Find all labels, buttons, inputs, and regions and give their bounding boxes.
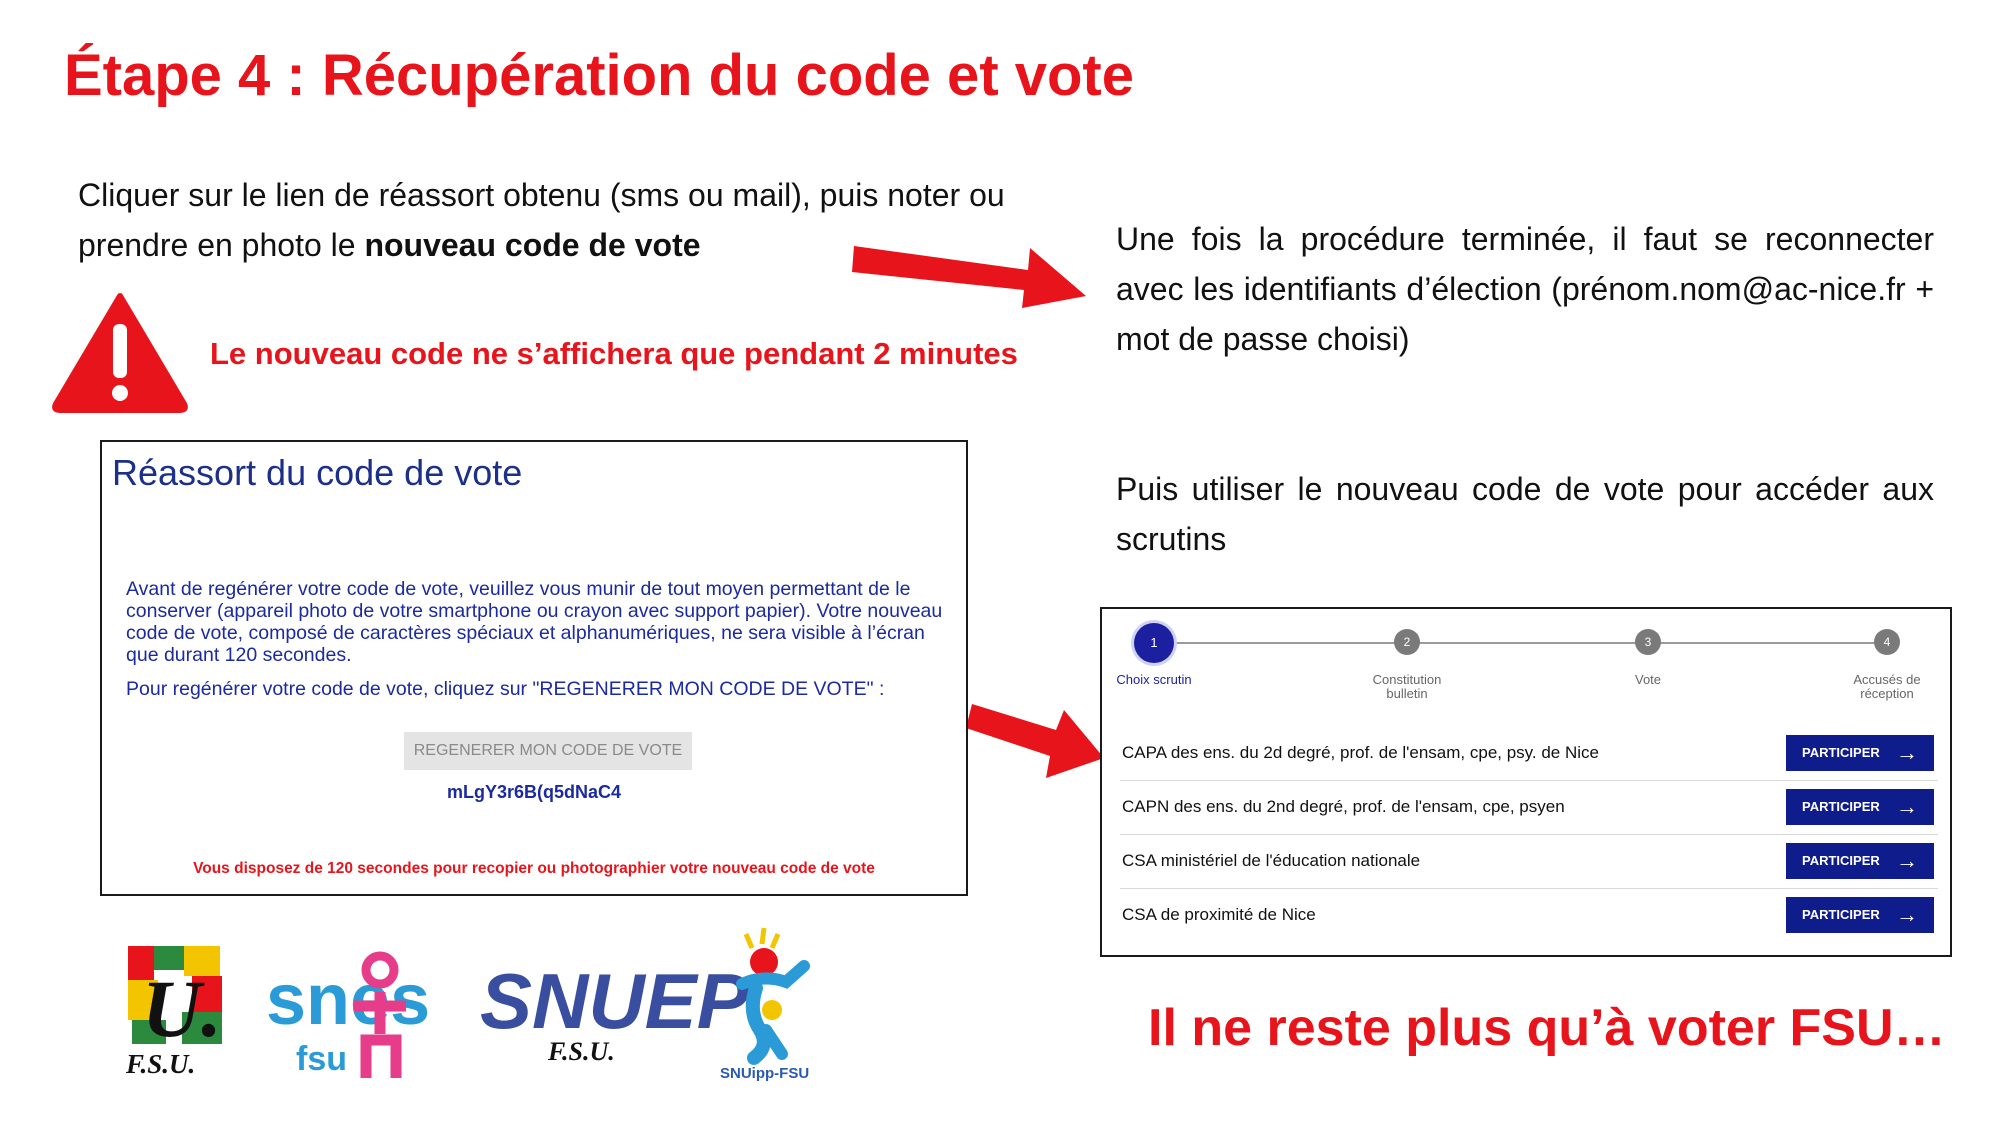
ballot-row — [1120, 888, 1938, 942]
snes-logo-sub: fsu — [296, 1040, 347, 1078]
ballot-name: CAPA des ens. du 2d degré, prof. de l'ensam, cpe, psy. de Nice — [1122, 743, 1599, 762]
participate-button[interactable] — [1786, 789, 1934, 825]
red-arrow-icon — [966, 700, 1106, 782]
arrow-right-icon: → — [1896, 848, 1918, 873]
participate-label: PARTICIPER — [1802, 907, 1880, 922]
page-title: Étape 4 : Récupération du code et vote — [64, 43, 1134, 108]
reassort-timer-note: Vous disposez de 120 secondes pour recopier ou photographier votre nouveau code de vote — [193, 860, 875, 877]
warning-text: Le nouveau code ne s’affichera que pendant 2 minutes — [210, 336, 1018, 371]
snes-logo-text: snes — [266, 960, 431, 1040]
ballot-row — [1120, 834, 1938, 889]
participate-button[interactable] — [1786, 735, 1934, 771]
step-3-indicator: 3 — [1635, 629, 1661, 655]
step-2-indicator: 2 — [1394, 629, 1420, 655]
new-vote-code: mLgY3r6B(q5dNaC4 — [446, 782, 622, 802]
ballot-name: CSA ministériel de l'éducation nationale — [1122, 851, 1421, 870]
new-code-instructions: Puis utiliser le nouveau code de vote pour accéder aux scrutins — [1116, 471, 1934, 557]
participate-label: PARTICIPER — [1802, 745, 1880, 760]
arrow-right-icon: → — [1896, 902, 1918, 927]
snuep-logo-text: SNUEP — [480, 957, 749, 1045]
warning-triangle-icon — [50, 290, 190, 415]
participate-button[interactable] — [1786, 897, 1934, 933]
step-1-label: Choix scrutin — [1116, 672, 1192, 687]
stepper-line — [1162, 642, 1417, 644]
ballot-row — [1120, 726, 1938, 781]
reassort-paragraph: Pour regénérer votre code de vote, cliquez sur "REGENERER MON CODE DE VOTE" : — [126, 678, 885, 700]
stepper-line — [1392, 642, 1657, 644]
reassort-panel — [100, 440, 968, 896]
red-arrow-icon — [850, 232, 1090, 312]
step-4-label: Accusés de réception — [1853, 672, 1921, 701]
arrow-right-icon: → — [1896, 794, 1918, 819]
snuipp-logo-caption: SNUipp-FSU — [720, 1065, 810, 1082]
participate-button[interactable] — [1786, 843, 1934, 879]
stepper-line — [1647, 642, 1892, 644]
reassort-instructions — [126, 578, 956, 700]
step-4-indicator: 4 — [1874, 629, 1900, 655]
snuep-fsu-logo — [478, 948, 749, 1068]
fsu-logo-caption: F.S.U. — [126, 1049, 196, 1079]
participate-label: PARTICIPER — [1802, 799, 1880, 814]
fsu-logo — [122, 944, 232, 1079]
reassort-title: Réassort du code de vote — [112, 452, 523, 493]
step-3-label: Vote — [1634, 672, 1662, 687]
snuep-logo-caption: F.S.U. — [548, 1037, 615, 1066]
reassort-paragraph: Avant de regénérer votre code de vote, veuillez vous munir de tout moyen permettant de le conserver (appareil photo de votre smartphone ou crayon avec support papier). Votre nouveau code de vote, composé de caractères spéciaux et alphanumériques, ne sera visible à l’écran que durant 120 secondes. — [126, 578, 943, 666]
ballot-row — [1120, 780, 1938, 835]
arrow-right-icon: → — [1896, 740, 1918, 765]
ballot-name: CAPN des ens. du 2nd degré, prof. de l'ensam, cpe, psyen — [1122, 797, 1565, 816]
closing-slogan: Il ne reste plus qu’à voter FSU… — [1148, 999, 1946, 1057]
intro-text-bold: nouveau code de vote — [364, 227, 701, 263]
ballot-name: CSA de proximité de Nice — [1122, 905, 1316, 924]
vote-panel — [1100, 607, 1952, 957]
intro-text-plain: Cliquer sur le lien de réassort obtenu (sms ou mail), puis noter ou prendre en photo le — [78, 177, 1005, 263]
reconnect-instructions: Une fois la procédure terminée, il faut se reconnecter avec les identifiants d’élection (prénom.nom@ac-nice.fr + mot de passe choisi) — [1116, 221, 1934, 357]
regenerate-code-button[interactable]: REGENERER MON CODE DE VOTE — [404, 732, 692, 770]
fsu-logo-letters: U. — [142, 963, 222, 1054]
step-1-indicator[interactable]: 1 — [1134, 623, 1174, 663]
step-2-label: Constitution bulletin — [1372, 672, 1442, 701]
participate-label: PARTICIPER — [1802, 853, 1880, 868]
snuipp-fsu-logo — [716, 926, 826, 1086]
snes-fsu-logo — [262, 944, 452, 1084]
